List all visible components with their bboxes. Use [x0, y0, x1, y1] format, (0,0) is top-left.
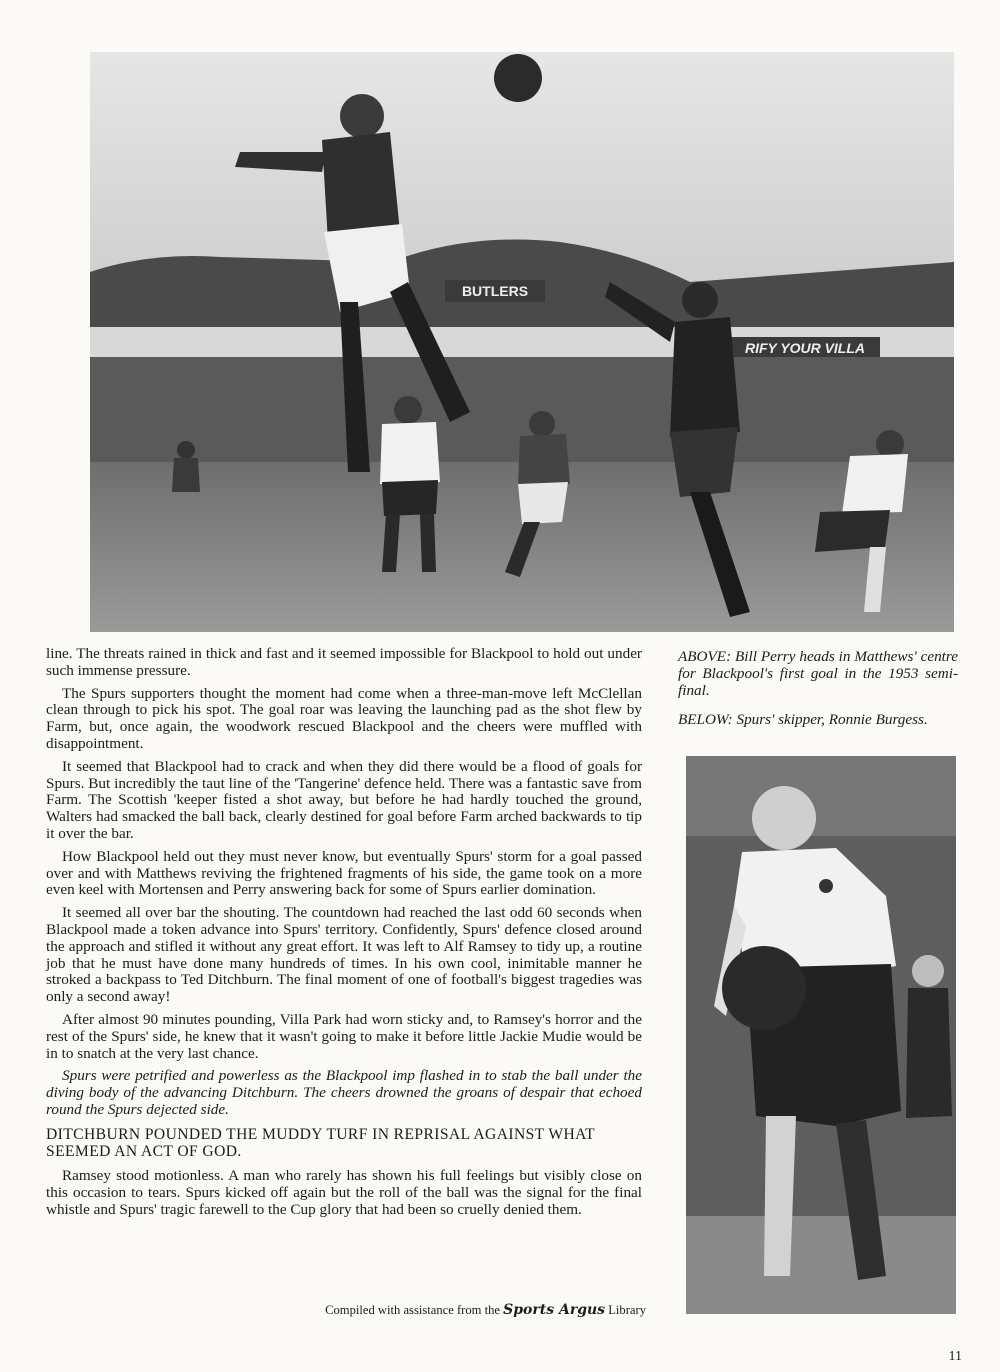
credit-suffix: Library — [608, 1303, 646, 1317]
library-name: Sports Argus — [503, 1302, 606, 1318]
stand-roof — [686, 756, 956, 836]
credit-line — [256, 1302, 646, 1318]
ronnie-burgess-photo — [686, 756, 956, 1314]
ball — [722, 946, 806, 1030]
article-paragraph-7: Spurs were petrified and powerless as the Blackpool imp flashed in to stab the ball under the diving body of the advancing Ditchburn. The cheers drowned the groans of despair that echoed round the Spurs dejected side. — [46, 1067, 642, 1118]
article-paragraph-5: It seemed all over bar the shouting. The countdown had reached the last odd 60 seconds when Blackpool made a token advance into Spurs' territory. Confidently, Spurs' defence closed around the approach and stifled it without any great effort. It was left to Alf Ramsey to tidy up, a routine job that he must have done many hundreds of times. In his own cool, inimitable manner he stroked a backpass to Ted Ditchburn. The final moment of one of football's biggest tragedies was only a second away! — [46, 904, 642, 1006]
ball — [494, 54, 542, 102]
article-paragraph-2: The Spurs supporters thought the moment had come when a three-man-move left McClellan clean through to pick his spot. The goal roar was leaving the launching pad as the shot flew by Farm, but, once again, the woodwork rescued Blackpool and the cheers were muffled with disappointment. — [46, 684, 642, 752]
top-photo — [90, 52, 954, 632]
article-body — [46, 646, 642, 1225]
article-paragraph-4: How Blackpool held out they must never know, but eventually Spurs' storm for a goal passed over and with Matthews reviving the frightened fragments of his side, the game took on a more even keel with Mortensen and Perry answering back for some of Spurs earlier domination. — [46, 847, 642, 899]
heading-goal-photo — [90, 52, 954, 632]
credit-prefix: Compiled with assistance from the — [325, 1303, 500, 1317]
article-headline-line: DITCHBURN POUNDED THE MUDDY TURF IN REPRISAL AGAINST WHAT SEEMED AN ACT OF GOD. — [46, 1125, 595, 1160]
caption-above: ABOVE: Bill Perry heads in Matthews' centre for Blackpool's first goal in the 1953 semi-final. — [678, 648, 958, 699]
page-number: 11 — [948, 1349, 962, 1364]
pitch — [686, 1216, 956, 1314]
caption-below: BELOW: Spurs' skipper, Ronnie Burgess. — [678, 711, 928, 728]
article-paragraph-9: Ramsey stood motionless. A man who rarely has shown his full feelings but visibly close on this occasion to tears. Spurs kicked off again but the roll of the ball was the signal for the final whistle and Spurs' tragic farewell to the Cup glory that had been so cruelly denied them. — [46, 1167, 642, 1218]
article-paragraph-6: After almost 90 minutes pounding, Villa Park had worn sticky and, to Ramsey's horror and the rest of the Spurs' side, he knew that it wasn't going to make it before little Jackie Mudie would be in to snatch at the very last chance. — [46, 1010, 642, 1062]
banner-left-text: BUTLERS — [461, 283, 529, 299]
article-paragraph-1: line. The threats rained in thick and fast and it seemed impossible for Blackpool to hold out under such immense pressure. — [46, 645, 642, 679]
article-paragraph-3: It seemed that Blackpool had to crack and when they did there would be a flood of goals for Spurs. But incredibly the taut line of the 'Tangerine' defence held. There was a fantastic save from Farm. The Scottish 'keeper fisted a shot away, but before he had hardly touched the ground, Walters had smacked the ball back, clearly destined for goal before Farm arched backwards to tip it over the bar. — [46, 757, 642, 842]
banner-right-text: RIFY YOUR VILLA — [744, 340, 866, 356]
bottom-photo — [686, 756, 956, 1314]
